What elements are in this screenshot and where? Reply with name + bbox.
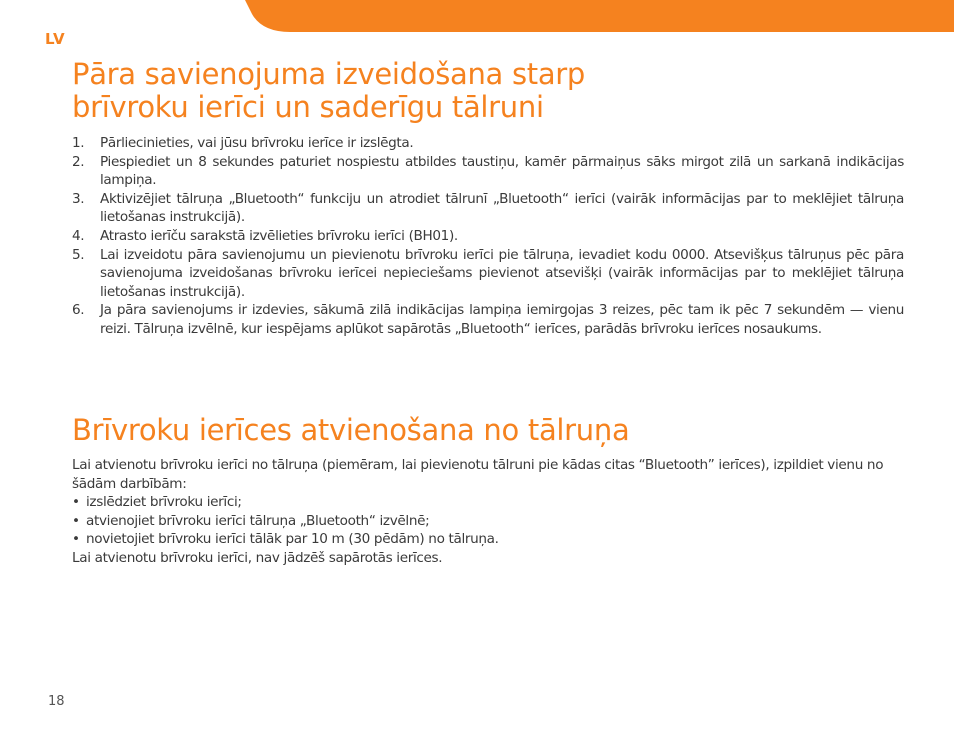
step-item <box>72 190 904 227</box>
page-number: 18 <box>48 694 65 709</box>
disconnect-section <box>72 456 908 568</box>
step-item <box>72 246 904 302</box>
bullet-item <box>72 512 908 531</box>
title-line-2: brīvroku ierīci un saderīgu tālruni <box>72 90 544 124</box>
step-item <box>72 301 904 338</box>
step-number: 2. <box>72 153 85 170</box>
step-item <box>72 134 904 153</box>
bullet-icon: • <box>72 512 80 529</box>
section-title-pairing <box>72 58 585 124</box>
language-tag: LV <box>45 30 66 48</box>
bullet-item <box>72 493 908 512</box>
step-text: Lai izveidotu pāra savienojumu un pievienotu brīvroku ierīci pie tālruņa, ievadiet kodu 0000. Atsevišķus tālruņus pēc pāra savienojuma izveidošanas brīvroku ierīcei nepieciešams pievienot atsevišķi (vairāk informācijas par to meklējiet tālruņa lietošanas instrukcijā). <box>100 246 904 300</box>
title-line-1: Pāra savienojuma izveidošana starp <box>72 57 586 91</box>
bullet-icon: • <box>72 531 80 548</box>
pairing-steps-list <box>72 134 904 339</box>
step-text: Atrasto ierīču sarakstā izvēlieties brīvroku ierīci (BH01). <box>100 227 458 244</box>
orange-header-banner <box>0 0 954 32</box>
step-number: 1. <box>72 135 85 151</box>
bullet-text: atvienojiet brīvroku ierīci tālruņa „Bluetooth“ izvēlnē; <box>86 512 430 529</box>
section-title-disconnect: Brīvroku ierīces atvienošana no tālruņa <box>72 413 630 447</box>
step-text: Aktivizējiet tālruņa „Bluetooth“ funkciju un atrodiet tālrunī „Bluetooth“ ierīci (vairāk informācijas par to meklējiet tālruņa lietošanas instrukcijā). <box>100 190 904 226</box>
step-number: 6. <box>72 302 85 319</box>
step-number: 4. <box>72 227 85 244</box>
step-number: 5. <box>72 246 85 263</box>
intro-paragraph: Lai atvienotu brīvroku ierīci no tālruņa (piemēram, lai pievienotu tālruni pie kādas citas “Bluetooth” ierīces), izpildiet vienu no šādām darbībām: <box>72 457 884 492</box>
step-text: Piespiediet un 8 sekundes paturiet nospiestu atbildes taustiņu, kamēr pārmaiņus sāks mirgot zilā un sarkanā indikācijas lampiņa. <box>100 153 904 189</box>
bullet-item <box>72 530 908 549</box>
disconnect-options-list <box>72 493 908 549</box>
bullet-icon: • <box>72 494 80 511</box>
step-item <box>72 227 904 246</box>
bullet-text: novietojiet brīvroku ierīci tālāk par 10 m (30 pēdām) no tālruņa. <box>86 531 499 548</box>
outro-paragraph: Lai atvienotu brīvroku ierīci, nav jādzēš sapārotās ierīces. <box>72 549 443 566</box>
bullet-text: izslēdziet brīvroku ierīci; <box>86 494 242 511</box>
step-number: 3. <box>72 190 85 207</box>
step-text: Pārliecinieties, vai jūsu brīvroku ierīce ir izslēgta. <box>100 135 414 151</box>
step-text: Ja pāra savienojums ir izdevies, sākumā zilā indikācijas lampiņa iemirgojas 3 reizes, pēc tam ik pēc 7 sekundēm — vienu reizi. Tālruņa izvēlnē, kur iespējams aplūkot sapārotās „Bluetooth“ ierīces, parādās brīvroku ierīces nosaukums. <box>100 302 904 337</box>
step-item <box>72 153 904 190</box>
